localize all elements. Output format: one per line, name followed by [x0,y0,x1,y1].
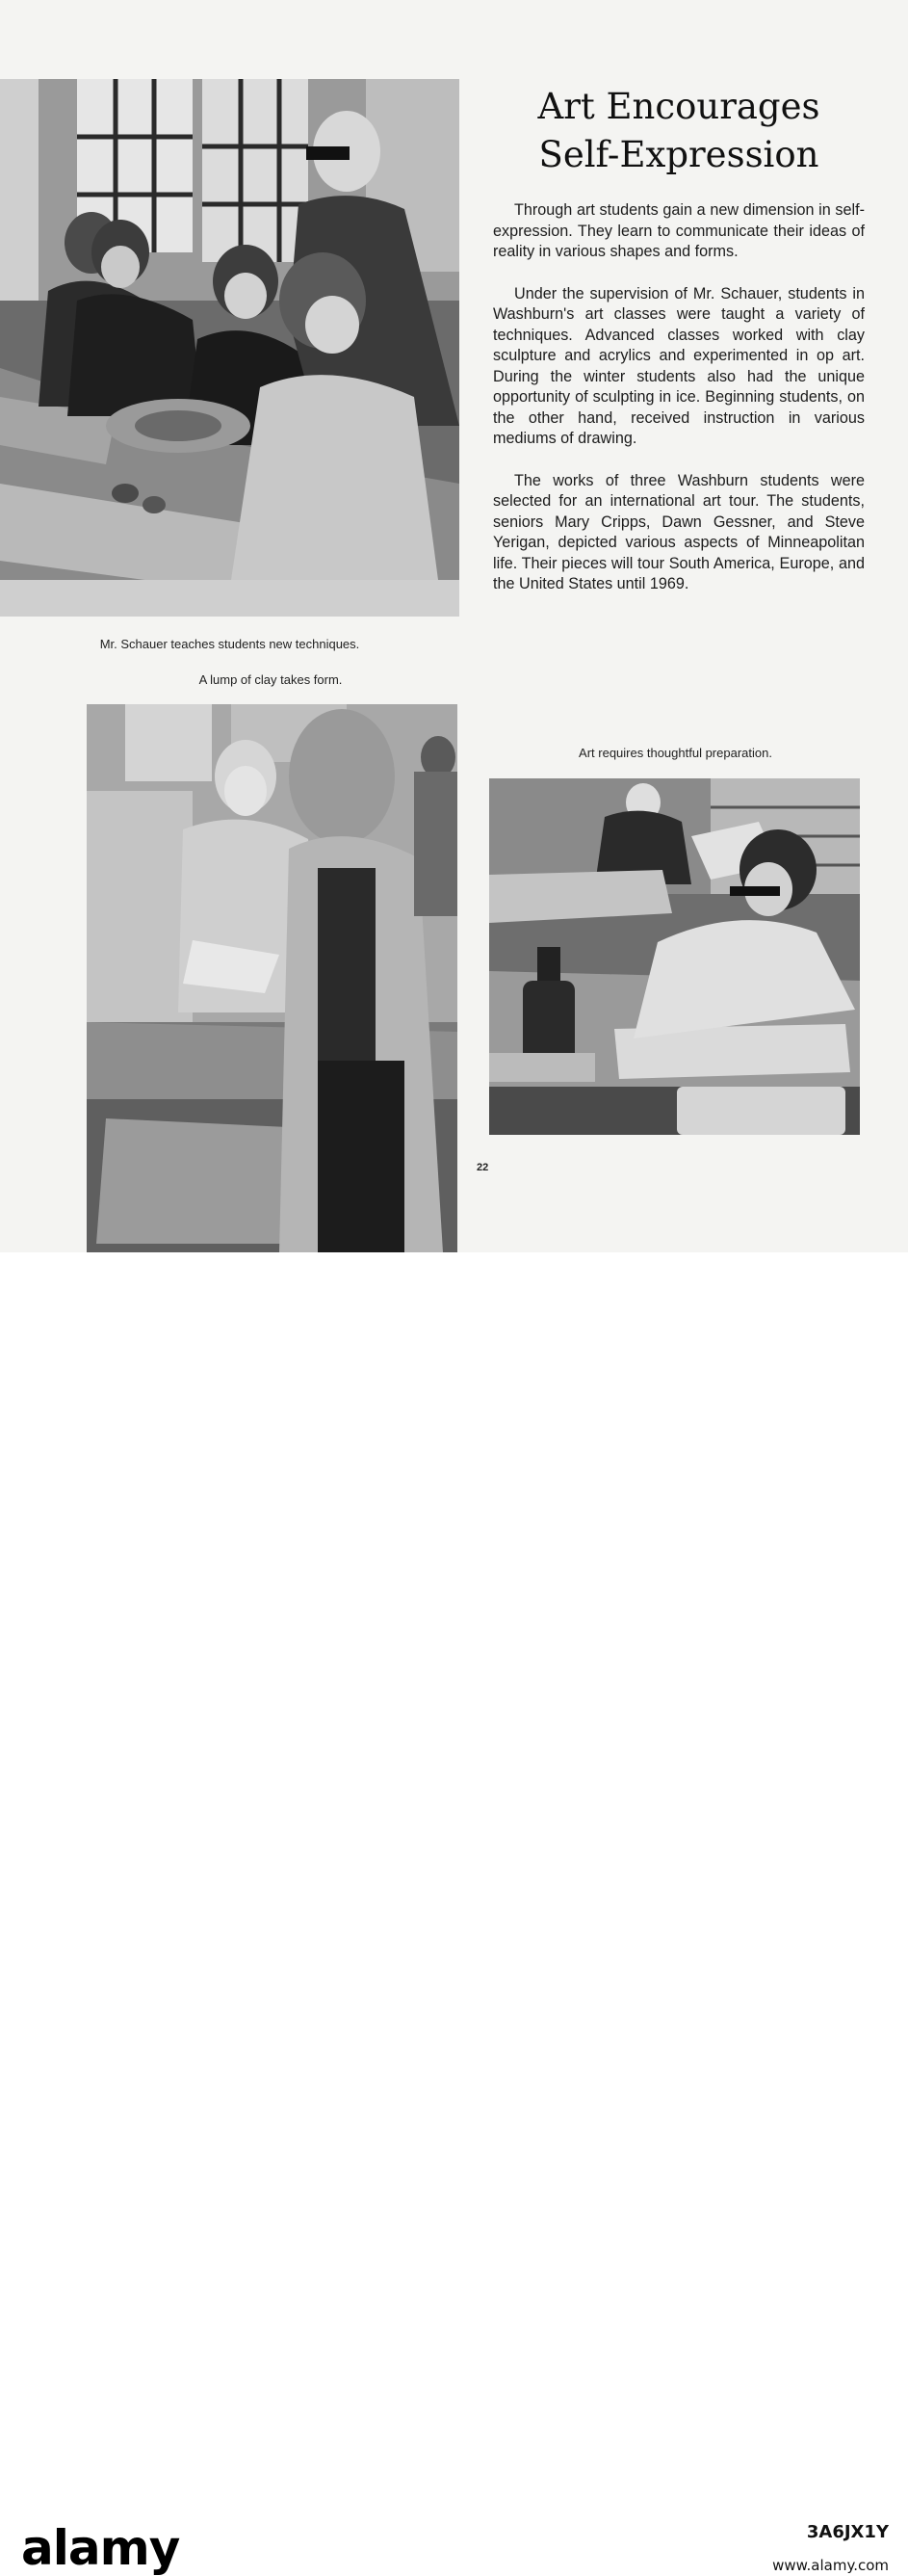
watermark-footer [0,1252,908,2576]
alamy-logo: alamy [21,2520,180,2576]
image-id: 3A6JX1Y [806,2522,889,2542]
paragraph-3: The works of three Washburn students were selected for an international art tour. The students, seniors Mary Cripps, Dawn Gessner, and Steve Yerigan, depicted various aspects of Minneapolitan life. Their pieces will tour South America, Europe, and the United States until 1969. [493,471,865,592]
paragraph-1: Through art students gain a new dimension in self-expression. They learn to communicate their ideas of reality in various shapes and forms. [493,201,865,260]
photo-teacher-and-students [0,79,459,617]
caption-clay-photo: A lump of clay takes form. [198,672,343,687]
yearbook-page [0,0,908,1252]
photo-thoughtful-preparation [489,778,860,1135]
title-line-2: Self-Expression [538,134,819,175]
paragraph-2: Under the supervision of Mr. Schauer, students in Washburn's art classes were taught a variety of techniques. Advanced classes worked with clay sculpture and acrylics and experimented in op art. During the winter students also had the unique opportunity of sculpting in ice. Beginning students, on the other hand, received instruction in various mediums of drawing. [493,284,865,447]
watermark-url: www.alamy.com [772,2557,889,2574]
title-line-1: Art Encourages [537,86,820,127]
caption-preparation-photo: Art requires thoughtful preparation. [579,746,772,760]
article-body [493,200,865,617]
page-number: 22 [477,1162,489,1173]
photo-clay-takes-form [87,704,457,1252]
caption-top-photo: Mr. Schauer teaches students new techniques. [99,637,360,651]
article-title [501,83,857,179]
